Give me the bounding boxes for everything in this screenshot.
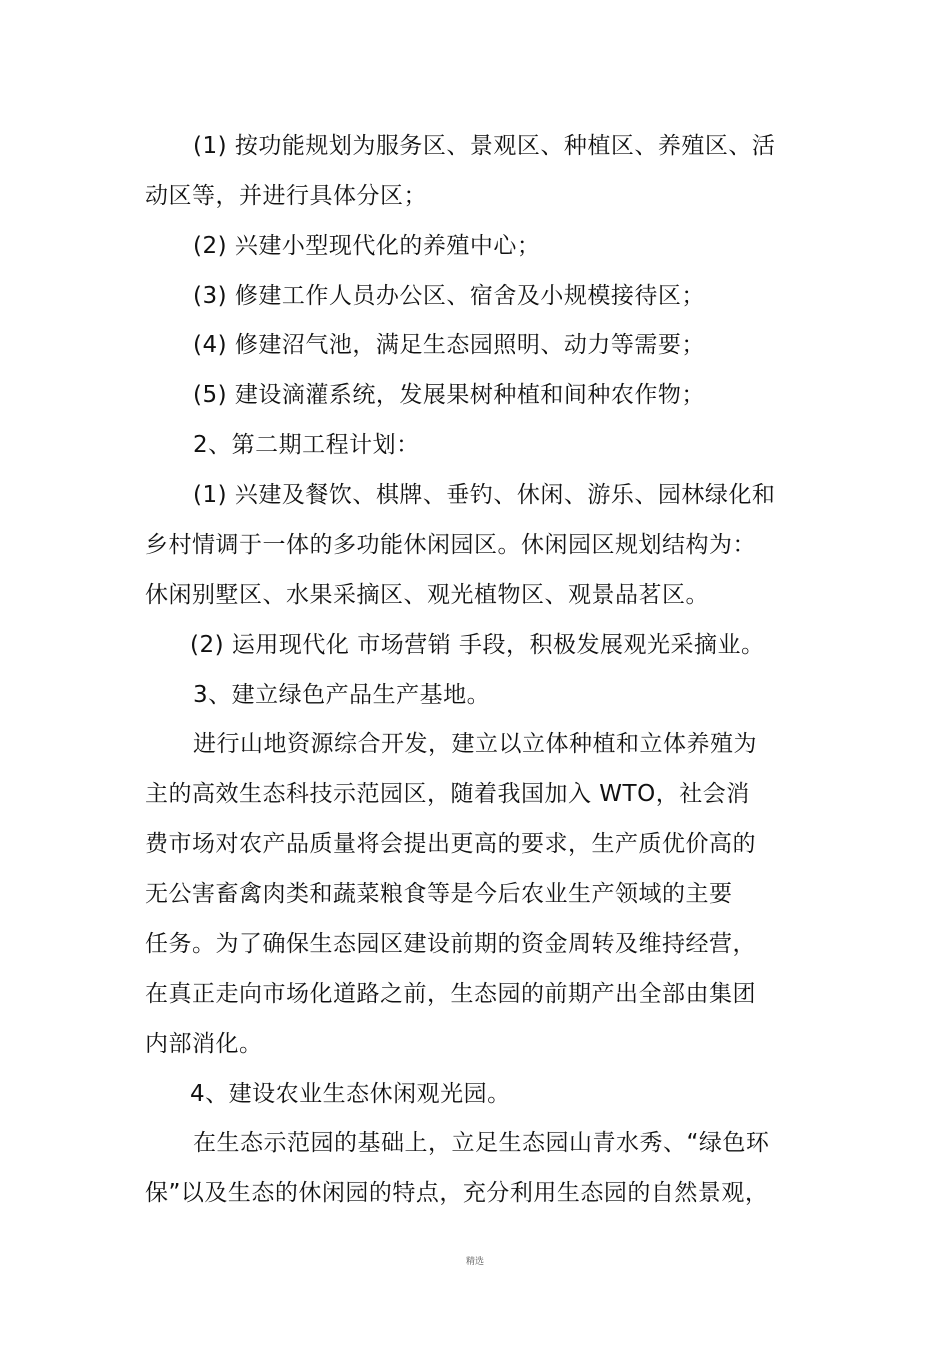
- text-line: 保”以及生态的休闲园的特点，充分利用生态园的自然景观，: [145, 1180, 769, 1206]
- text-line: 在真正走向市场化道路之前，生态园的前期产出全部由集团: [145, 981, 756, 1007]
- text-line: 主的高效生态科技示范园区，随着我国加入 WTO，社会消: [145, 781, 750, 807]
- text-line: (4) 修建沼气池，满足生态园照明、动力等需要；: [193, 332, 705, 358]
- text-line: 任务。为了确保生态园区建设前期的资金周转及维持经营，: [145, 931, 756, 957]
- section-heading: 3、建立绿色产品生产基地。: [193, 682, 491, 708]
- text-line: 无公害畜禽肉类和蔬菜粮食等是今后农业生产领域的主要: [145, 881, 733, 907]
- text-line: 休闲别墅区、水果采摘区、观光植物区、观景品茗区。: [145, 582, 709, 608]
- text-line: 进行山地资源综合开发，建立以立体种植和立体养殖为: [193, 731, 757, 757]
- section-heading: 4、建设农业生态休闲观光园。: [190, 1081, 511, 1107]
- text-line: (3) 修建工作人员办公区、宿舍及小规模接待区；: [193, 283, 705, 309]
- section-heading: 2、第二期工程计划：: [193, 432, 420, 458]
- text-line: (5) 建设滴灌系统，发展果树种植和间种农作物；: [193, 382, 705, 408]
- text-line: (2) 兴建小型现代化的养殖中心；: [193, 233, 541, 259]
- text-line: 内部消化。: [145, 1031, 263, 1057]
- text-line: 动区等，并进行具体分区；: [145, 183, 427, 209]
- text-line: 乡村情调于一体的多功能休闲园区。休闲园区规划结构为：: [145, 532, 756, 558]
- text-line: (1) 兴建及餐饮、棋牌、垂钓、休闲、游乐、园林绿化和: [193, 482, 776, 508]
- text-line: (2) 运用现代化 市场营销 手段，积极发展观光采摘业。: [190, 632, 765, 658]
- text-line: (1) 按功能规划为服务区、景观区、种植区、养殖区、活: [193, 133, 776, 159]
- text-line: 费市场对农产品质量将会提出更高的要求，生产质优价高的: [145, 831, 756, 857]
- page-footer: 精选: [465, 1257, 484, 1267]
- text-line: 在生态示范园的基础上，立足生态园山青水秀、“绿色环: [193, 1130, 770, 1156]
